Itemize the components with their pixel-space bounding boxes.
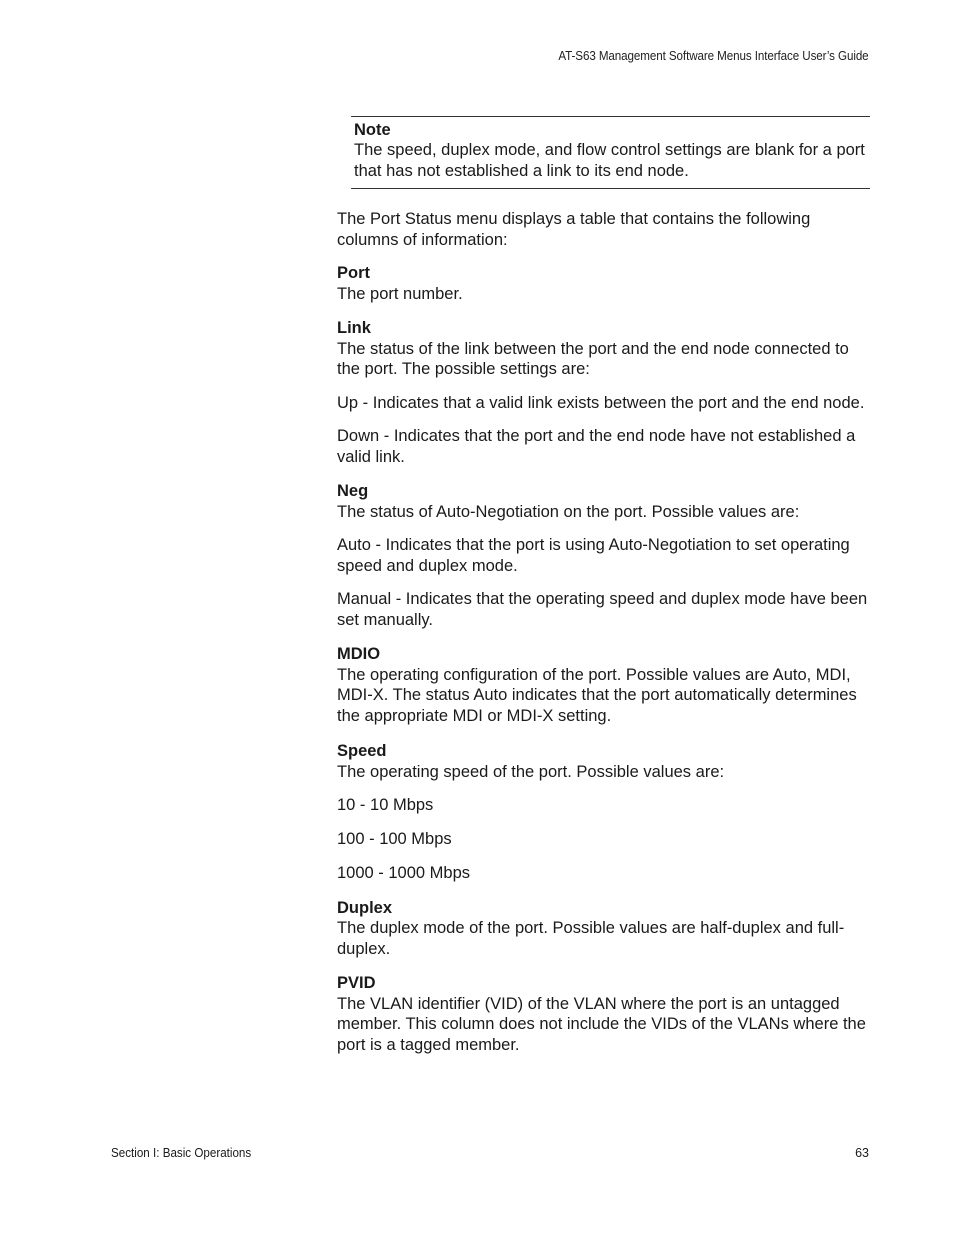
note-text: The speed, duplex mode, and flow control settings are blank for a port that has not established a link to its end node. xyxy=(354,141,865,180)
term-speed xyxy=(337,741,872,782)
term-mdio-title: MDIO xyxy=(337,645,381,663)
term-link-title: Link xyxy=(337,319,371,337)
term-pvid-desc: The VLAN identifier (VID) of the VLAN where the port is an untagged member. This column does not include the VIDs of the VLANs where the port is a tagged member. xyxy=(337,994,866,1054)
term-duplex xyxy=(337,898,872,960)
speed-value-100: 100 - 100 Mbps xyxy=(337,829,452,848)
term-neg xyxy=(337,481,872,522)
running-header: AT-S63 Management Software Menus Interface User’s Guide xyxy=(558,49,869,63)
page-number: 63 xyxy=(855,1146,869,1160)
term-pvid-title: PVID xyxy=(337,974,376,992)
footer-section: Section I: Basic Operations xyxy=(111,1146,252,1160)
term-neg-desc: The status of Auto-Negotiation on the port. Possible values are: xyxy=(337,502,800,521)
term-port-title: Port xyxy=(337,264,370,282)
term-link xyxy=(337,318,872,380)
speed-value-10: 10 - 10 Mbps xyxy=(337,796,434,814)
term-port-desc: The port number. xyxy=(337,284,463,303)
neg-manual-paragraph: Manual - Indicates that the operating speed and duplex mode have been set manually. xyxy=(337,590,868,629)
term-speed-title: Speed xyxy=(337,742,387,760)
term-duplex-title: Duplex xyxy=(337,898,393,917)
note-box xyxy=(351,116,870,189)
link-up-paragraph: Up - Indicates that a valid link exists between the port and the end node. xyxy=(337,393,865,412)
term-neg-title: Neg xyxy=(337,482,369,500)
intro-paragraph: The Port Status menu displays a table that contains the following columns of information: xyxy=(337,210,811,249)
neg-auto-paragraph: Auto - Indicates that the port is using Auto-Negotiation to set operating speed and duplex mode. xyxy=(337,536,850,575)
term-pvid xyxy=(337,973,872,1055)
term-mdio-desc: The operating configuration of the port. Possible values are Auto, MDI, MDI-X. The status Auto indicates that the port automatically determines the appropriate MDI or MDI-X setting. xyxy=(337,665,857,725)
term-port xyxy=(337,263,872,304)
note-title: Note xyxy=(354,121,391,139)
speed-value-1000: 1000 - 1000 Mbps xyxy=(337,864,471,882)
term-speed-desc: The operating speed of the port. Possible values are: xyxy=(337,762,725,781)
link-down-paragraph: Down - Indicates that the port and the end node have not established a valid link. xyxy=(337,427,856,466)
term-duplex-desc: The duplex mode of the port. Possible values are half-duplex and full-duplex. xyxy=(337,919,845,958)
term-mdio xyxy=(337,644,872,726)
body-column xyxy=(337,209,872,1069)
term-link-desc: The status of the link between the port and the end node connected to the port. The possible settings are: xyxy=(337,339,849,378)
